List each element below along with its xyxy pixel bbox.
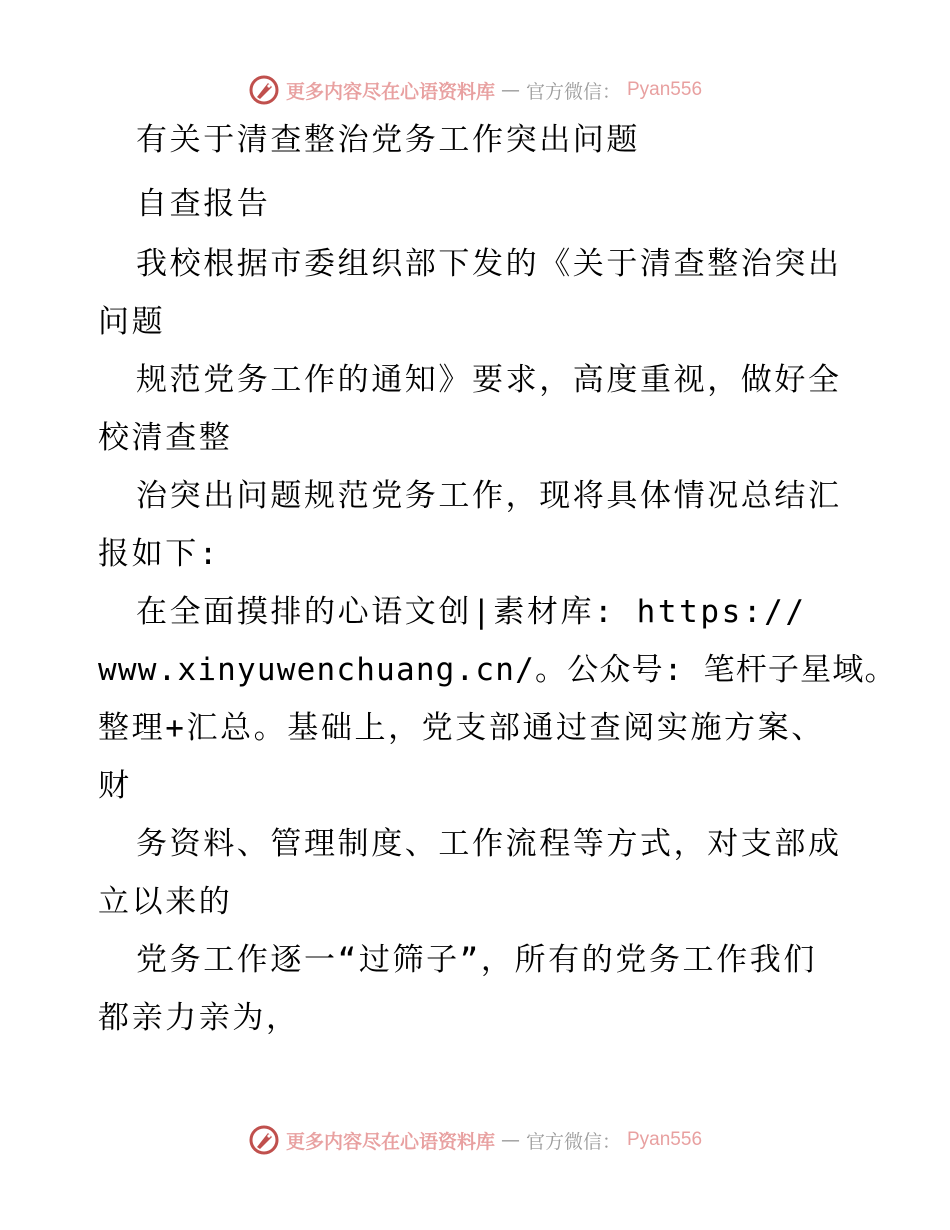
watermark-slogan: 更多内容尽在心语资料库: [285, 1130, 495, 1153]
paragraph-line: 在全面摸排的心语文创|素材库: https://: [136, 594, 807, 630]
paragraph-line: 财: [98, 768, 132, 804]
paragraph-line: 校清查整: [98, 420, 233, 456]
watermark-wechat-id: Pyan556: [627, 1129, 703, 1150]
document-title-line-1: 有关于清查整治党务工作突出问题: [136, 122, 640, 158]
document-title-line-2: 自查报告: [136, 186, 271, 222]
paragraph-line: www.xinyuwenchuang.cn/。公众号: 笔杆子星域。: [98, 652, 897, 688]
paragraph-line: 我校根据市委组织部下发的《关于清查整治突出: [136, 246, 842, 282]
watermark-wechat-id: Pyan556: [627, 79, 703, 100]
paragraph-line: 务资料、管理制度、工作流程等方式，对支部成: [136, 826, 842, 862]
watermark-dash: —: [500, 79, 520, 101]
footer-watermark: [0, 1120, 950, 1160]
watermark-slogan: 更多内容尽在心语资料库: [285, 80, 495, 103]
watermark-official-label: 官方微信：: [525, 80, 621, 103]
watermark-dash: —: [500, 1129, 520, 1151]
paragraph-line: 规范党务工作的通知》要求，高度重视，做好全: [136, 362, 842, 398]
pen-nib-logo-icon: [248, 74, 280, 106]
paragraph-line: 治突出问题规范党务工作，现将具体情况总结汇: [136, 478, 842, 514]
pen-nib-logo-icon: [248, 1124, 280, 1156]
paragraph-line: 整理+汇总。基础上，党支部通过查阅实施方案、: [98, 710, 825, 746]
paragraph-line: 都亲力亲为，: [98, 1000, 300, 1036]
paragraph-line: 问题: [98, 304, 166, 340]
paragraph-line: 报如下:: [98, 536, 221, 572]
paragraph-line: 党务工作逐一“过筛子”，所有的党务工作我们: [136, 942, 817, 978]
header-watermark: [0, 70, 950, 110]
watermark-official-label: 官方微信：: [525, 1130, 621, 1153]
paragraph-line: 立以来的: [98, 884, 233, 920]
